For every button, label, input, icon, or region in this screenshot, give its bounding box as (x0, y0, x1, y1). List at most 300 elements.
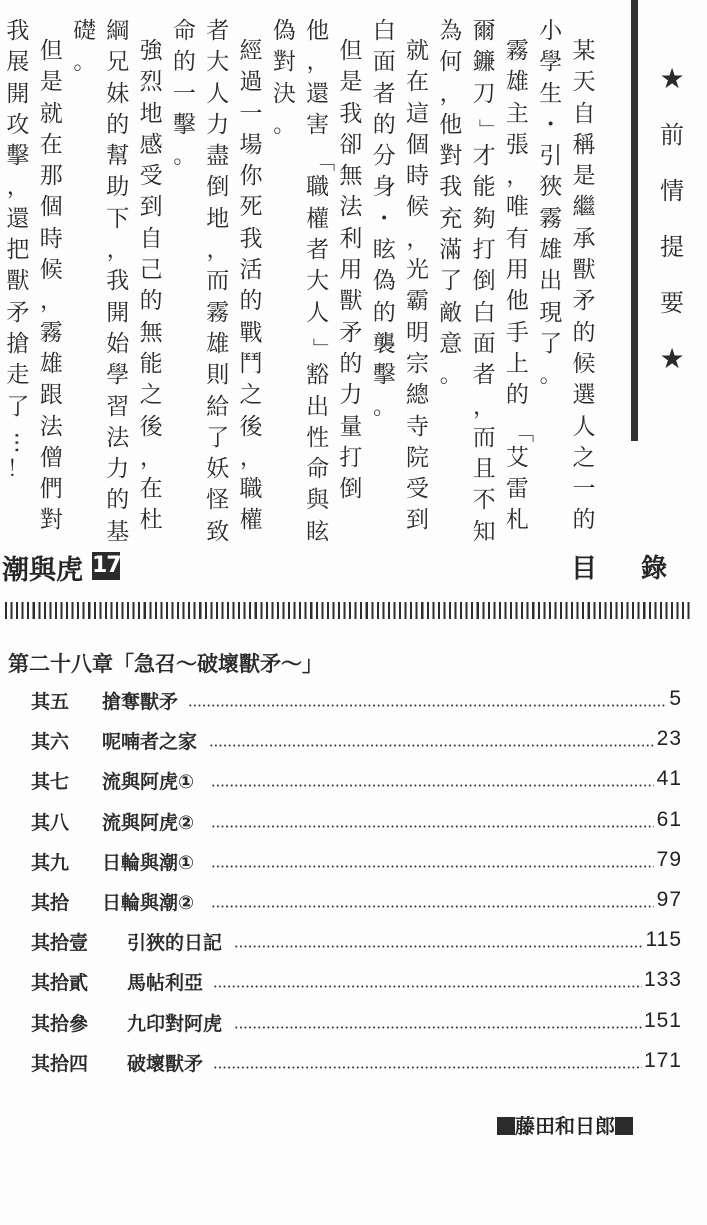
synopsis-char: 的 (139, 288, 163, 315)
synopsis-char: 走 (6, 362, 30, 389)
synopsis-char: 妹 (106, 80, 130, 107)
synopsis-char: 霧 (505, 38, 529, 64)
synopsis-column (104, 20, 132, 552)
synopsis-char: 襲 (372, 330, 396, 357)
leader-dots (213, 1066, 642, 1069)
synopsis-char: 夠 (472, 205, 496, 232)
synopsis-char: 出 (539, 268, 563, 295)
synopsis-char: ， (206, 238, 229, 264)
synopsis-char: ， (406, 226, 429, 252)
synopsis-char: 身 (372, 174, 396, 201)
synopsis-char: 強 (139, 38, 163, 64)
synopsis-char: 能 (139, 350, 163, 377)
synopsis-char: 用 (505, 257, 529, 284)
chapter-heading: 第二十八章「急召～破壞獸矛～」 (8, 652, 323, 676)
synopsis-char: ， (106, 238, 129, 264)
synopsis-char: 承 (572, 225, 596, 252)
synopsis-char: 活 (239, 257, 263, 284)
synopsis-char: 個 (39, 194, 63, 221)
toc-entry-page: 41 (656, 767, 682, 791)
synopsis-char: 。 (439, 363, 462, 389)
synopsis-char: 主 (505, 100, 529, 127)
synopsis-char: 力 (339, 382, 363, 409)
heading-divider-bar (631, 0, 638, 441)
synopsis-char: 現 (539, 299, 563, 326)
synopsis-char: 獸 (6, 268, 30, 295)
author-credit (497, 1110, 633, 1139)
synopsis-char: 到 (406, 507, 429, 534)
synopsis-char: 時 (39, 225, 63, 252)
synopsis-char: 刀 (472, 80, 496, 107)
toc-entry-title: 破壞獸矛 (127, 1052, 204, 1075)
synopsis-char: ， (40, 289, 63, 315)
synopsis-char: 杜 (139, 507, 163, 534)
synopsis-char: 候 (406, 194, 429, 221)
synopsis-char: 「 (509, 420, 535, 443)
synopsis-char: 候 (39, 257, 63, 284)
synopsis-char: 大 (206, 49, 230, 76)
synopsis-char: ， (439, 81, 462, 107)
synopsis-char: 量 (339, 413, 363, 440)
synopsis-char: 者 (206, 18, 230, 44)
synopsis-char: 引 (539, 143, 563, 170)
synopsis-char: 到 (139, 194, 163, 221)
synopsis-char: 了 (6, 393, 30, 420)
synopsis-char: 無 (339, 163, 363, 190)
synopsis-char: 力 (106, 456, 130, 483)
synopsis-char: 對 (439, 143, 463, 170)
synopsis-char: 基 (106, 518, 130, 545)
synopsis-char: ・ (539, 112, 562, 138)
toc-header (0, 548, 707, 588)
toc-entry-title: 日輪與潮① (102, 851, 195, 874)
synopsis-char: 之 (572, 444, 596, 471)
toc-entry-title: 馬帖利亞 (127, 972, 204, 995)
synopsis-char: 打 (339, 444, 363, 471)
synopsis-char: 場 (239, 131, 263, 158)
synopsis-char: ， (6, 175, 29, 201)
synopsis-column (237, 40, 265, 541)
synopsis-char: 礎 (73, 18, 96, 44)
toc-entry-title: 搶奪獸矛 (102, 691, 179, 713)
synopsis-char: 雄 (206, 330, 230, 357)
synopsis-char: 決 (272, 80, 296, 107)
synopsis-char: 跟 (39, 382, 63, 409)
synopsis-char: 是 (339, 69, 363, 96)
synopsis-column (270, 20, 298, 145)
synopsis-char: 手 (505, 319, 529, 346)
synopsis-char: 法 (339, 194, 363, 221)
synopsis-char: 對 (272, 49, 296, 76)
synopsis-char: 小 (539, 18, 563, 44)
synopsis-char: 命 (172, 18, 196, 44)
synopsis-char: 一 (572, 476, 596, 503)
toc-entry[interactable] (0, 764, 707, 804)
toc-entry-page: 23 (656, 727, 682, 751)
synopsis-char: 的 (572, 319, 596, 346)
toc-entry-title: 流與阿虎② (102, 811, 195, 834)
synopsis-char: 助 (106, 174, 130, 201)
synopsis-char: 且 (472, 456, 496, 483)
synopsis-char: 生 (539, 80, 563, 107)
synopsis-char: 意 (439, 330, 463, 357)
leader-dots (211, 825, 655, 828)
synopsis-char: 還 (6, 205, 30, 232)
synopsis-column (4, 18, 35, 489)
synopsis-char: 受 (406, 476, 429, 503)
synopsis-char: 己 (139, 257, 163, 284)
synopsis-char: 的 (106, 111, 130, 138)
synopsis-char: 權 (306, 205, 330, 232)
synopsis-char: 他 (505, 288, 529, 315)
synopsis-char: 職 (239, 476, 263, 503)
toc-entry[interactable] (0, 724, 707, 764)
synopsis-char: 擊 (172, 111, 196, 138)
synopsis-char: 權 (239, 507, 263, 534)
synopsis-char: ， (306, 50, 329, 76)
leader-dots (213, 985, 642, 988)
synopsis-char: 」 (475, 118, 501, 141)
synopsis-char: 地 (139, 100, 163, 127)
synopsis-char: ， (140, 445, 163, 471)
synopsis-char: 眩 (372, 237, 396, 264)
heading-char: 要 (660, 289, 684, 317)
synopsis-char: 矛 (339, 319, 363, 346)
synopsis-char: 擊 (372, 362, 396, 389)
synopsis-char: 害 (306, 111, 330, 138)
toc-entry-part: 其六 (31, 731, 70, 754)
synopsis-char: 大 (306, 268, 330, 295)
synopsis-char: 與 (306, 487, 330, 514)
synopsis-char: 院 (406, 444, 429, 471)
toc-entry-page: 5 (669, 687, 682, 710)
synopsis-char: 學 (106, 362, 130, 389)
synopsis-char: 」 (309, 337, 335, 360)
synopsis-char: 一 (172, 80, 196, 107)
synopsis-char: 開 (6, 80, 30, 107)
synopsis-char: 僧 (39, 444, 63, 471)
synopsis-column (204, 20, 232, 552)
toc-entry-part: 其拾壹 (31, 932, 89, 955)
star-icon: ★ (659, 62, 685, 95)
synopsis-char: 感 (139, 131, 163, 158)
book-title: 潮與虎 (2, 555, 83, 586)
synopsis-char: 致 (206, 518, 230, 545)
synopsis-char: 自 (572, 100, 596, 127)
author-name: 藤田和日郎 (515, 1114, 615, 1138)
synopsis-char: 。 (273, 112, 296, 138)
synopsis-char: 下 (106, 205, 130, 232)
synopsis-char: 倒 (339, 476, 363, 503)
synopsis-char: … (9, 431, 35, 454)
synopsis-char: 艾 (505, 444, 529, 471)
synopsis-char: 矛 (572, 288, 596, 315)
toc-entry-title: 日輪與潮② (102, 891, 195, 914)
heading-char: 前 (660, 121, 684, 149)
synopsis-char: 不 (472, 487, 496, 514)
toc-entry-title: 引狹的日記 (127, 932, 223, 955)
synopsis-char: 展 (6, 49, 30, 76)
synopsis-char: 一 (239, 100, 263, 127)
synopsis-char: 稱 (572, 131, 596, 158)
toc-entry-page: 61 (656, 807, 682, 831)
tick-divider (5, 602, 690, 619)
synopsis-char: 鐮 (472, 49, 496, 76)
synopsis-char: 。 (173, 144, 196, 170)
toc-entry-title: 流與阿虎① (102, 771, 195, 794)
leader-dots (211, 905, 655, 908)
synopsis-char: 死 (239, 194, 263, 221)
synopsis-char: 。 (539, 363, 562, 389)
synopsis-char: 學 (539, 49, 563, 76)
synopsis-char: 攻 (6, 111, 30, 138)
synopsis-char: 「 (309, 149, 335, 172)
toc-entry-page: 151 (643, 1008, 682, 1032)
synopsis-char: 候 (572, 350, 596, 377)
synopsis-char: 在 (139, 476, 163, 503)
synopsis-char: 後 (239, 413, 263, 440)
synopsis-char: 個 (406, 131, 429, 158)
synopsis-char: 矛 (6, 299, 30, 326)
toc-entry[interactable] (0, 965, 707, 1005)
synopsis-char: 。 (373, 394, 396, 420)
synopsis-char: 力 (206, 111, 230, 138)
synopsis-column (570, 40, 598, 541)
leader-dots (211, 784, 655, 787)
synopsis-char: 打 (472, 237, 496, 264)
leader-dots (234, 945, 642, 948)
synopsis-char: 鬥 (239, 350, 263, 377)
toc-title-char: 目 (571, 554, 598, 584)
synopsis-char: 我 (239, 225, 263, 252)
synopsis-char: 光 (406, 257, 429, 284)
synopsis-char: 在 (406, 69, 429, 96)
toc-entry-part: 其拾參 (31, 1012, 89, 1035)
synopsis-char: 而 (472, 424, 496, 451)
toc-title-char: 錄 (641, 554, 668, 584)
synopsis-char: 這 (406, 100, 429, 127)
toc-entry-page: 171 (643, 1048, 682, 1072)
synopsis-char: 霧 (539, 205, 563, 232)
synopsis-char: 總 (406, 382, 429, 409)
synopsis-char: 霸 (406, 288, 429, 315)
toc-entry-part: 其拾四 (31, 1052, 89, 1075)
toc-entry-page: 97 (656, 887, 682, 911)
toc-entry-title: 九印對阿虎 (127, 1012, 223, 1035)
synopsis-char: 在 (39, 131, 63, 158)
synopsis-char: 了 (439, 268, 463, 295)
toc-entry[interactable] (0, 845, 707, 885)
synopsis-char: 分 (372, 143, 396, 170)
synopsis-char: 繼 (572, 194, 596, 221)
synopsis-char: 兄 (106, 49, 130, 76)
synopsis-char: 習 (106, 393, 130, 420)
synopsis-char: 何 (439, 49, 463, 76)
synopsis-section (0, 0, 707, 545)
synopsis-column (71, 20, 99, 83)
synopsis-char: 無 (139, 319, 163, 346)
synopsis-char: 後 (139, 413, 163, 440)
synopsis-char: 選 (572, 382, 596, 409)
synopsis-char: 把 (6, 237, 30, 264)
synopsis-char: 為 (439, 18, 463, 44)
synopsis-char: 滿 (439, 237, 463, 264)
star-icon: ★ (659, 342, 685, 375)
synopsis-char: 者 (372, 80, 396, 107)
synopsis-char: 知 (472, 518, 496, 545)
toc-entry[interactable] (0, 1006, 707, 1046)
synopsis-char: 是 (39, 69, 63, 96)
synopsis-char: 才 (472, 143, 496, 170)
synopsis-char: 有 (505, 225, 529, 252)
synopsis-char: 他 (439, 111, 463, 138)
synopsis-char: 白 (372, 18, 396, 44)
synopsis-char: 能 (472, 174, 496, 201)
synopsis-column (337, 40, 365, 509)
synopsis-char: 偽 (272, 18, 296, 44)
synopsis-char: 盡 (206, 143, 230, 170)
synopsis-char: 搶 (6, 330, 30, 357)
synopsis-column (170, 20, 198, 176)
toc-entry-part: 其九 (31, 851, 70, 874)
synopsis-char: 他 (306, 18, 330, 44)
synopsis-char: 的 (372, 111, 396, 138)
synopsis-char: 面 (372, 49, 396, 76)
synopsis-char: 你 (239, 163, 263, 190)
synopsis-char: 綱 (106, 18, 130, 44)
synopsis-char: 開 (106, 299, 130, 326)
synopsis-char: 怪 (206, 487, 230, 514)
toc-entry[interactable] (0, 925, 707, 965)
synopsis-char: 法 (106, 424, 130, 451)
toc-entry-part: 其五 (31, 691, 70, 713)
synopsis-char: 豁 (306, 362, 330, 389)
synopsis-char: 爾 (472, 18, 496, 44)
synopsis-char: 還 (306, 80, 330, 107)
synopsis-char: 職 (306, 174, 330, 201)
synopsis-char: 倒 (472, 268, 496, 295)
synopsis-char: ， (506, 164, 529, 190)
toc-entry-part: 其拾 (31, 891, 70, 914)
synopsis-char: 命 (306, 456, 330, 483)
synopsis-char: 札 (505, 507, 529, 534)
leader-dots (188, 704, 667, 707)
synopsis-char: 地 (206, 205, 230, 232)
synopsis-char: 的 (505, 382, 529, 409)
synopsis-char: 獸 (339, 288, 363, 315)
synopsis-char: 戰 (239, 319, 263, 346)
leader-dots (209, 744, 655, 747)
synopsis-char: 寺 (406, 413, 429, 440)
toc-entry-part: 其七 (31, 771, 70, 794)
synopsis-char: 張 (505, 131, 529, 158)
toc-entry[interactable] (0, 1046, 707, 1086)
synopsis-char: 獸 (572, 257, 596, 284)
synopsis-column (537, 20, 565, 396)
synopsis-char: 則 (206, 362, 230, 389)
toc-list (0, 684, 707, 1086)
synopsis-char: 雷 (505, 476, 529, 503)
synopsis-char: 經 (239, 38, 263, 64)
synopsis-column (470, 18, 501, 552)
synopsis-char: 我 (339, 100, 363, 127)
synopsis-char: 唯 (505, 194, 529, 221)
synopsis-char: 人 (572, 413, 596, 440)
synopsis-char: 敵 (439, 299, 463, 326)
synopsis-char: 面 (472, 330, 496, 357)
synopsis-column (437, 20, 465, 396)
synopsis-char: 那 (39, 163, 63, 190)
leader-dots (234, 1026, 642, 1029)
synopsis-column (37, 40, 65, 541)
synopsis-char: 就 (39, 100, 63, 127)
toc-entry[interactable] (0, 885, 707, 925)
synopsis-char: 性 (306, 424, 330, 451)
toc-entry-page: 133 (643, 968, 682, 992)
square-bullet-icon (497, 1117, 515, 1135)
synopsis-column (404, 40, 432, 541)
synopsis-char: 烈 (139, 69, 163, 96)
synopsis-char: 充 (439, 205, 463, 232)
synopsis-char: 始 (106, 330, 130, 357)
synopsis-char: 狹 (539, 174, 563, 201)
synopsis-char: 之 (139, 382, 163, 409)
synopsis-char: 者 (306, 237, 330, 264)
toc-entry[interactable] (0, 805, 707, 845)
synopsis-char: 我 (106, 268, 130, 295)
synopsis-char: 天 (572, 69, 596, 96)
synopsis-char: 而 (206, 268, 230, 295)
synopsis-char: 上 (505, 350, 529, 377)
synopsis-char: 人 (206, 80, 230, 107)
synopsis-char: 。 (73, 50, 96, 76)
synopsis-char: 是 (572, 163, 596, 190)
synopsis-heading (655, 62, 689, 398)
synopsis-char: 就 (406, 38, 429, 64)
synopsis-char: 者 (472, 362, 496, 389)
synopsis-char: 擊 (6, 143, 30, 170)
synopsis-char: 宗 (406, 350, 429, 377)
synopsis-char: 受 (139, 163, 163, 190)
synopsis-char: 的 (106, 487, 130, 514)
synopsis-char: 對 (39, 507, 63, 534)
synopsis-char: 卻 (339, 131, 363, 158)
synopsis-char: 之 (239, 382, 263, 409)
toc-entry[interactable] (0, 684, 707, 724)
synopsis-char: 明 (406, 319, 429, 346)
synopsis-char: ・ (373, 206, 396, 232)
toc-entry-part: 其八 (31, 811, 70, 834)
synopsis-char: 的 (572, 507, 596, 534)
synopsis-char: 雄 (39, 350, 63, 377)
synopsis-char: 倒 (206, 174, 230, 201)
synopsis-char: 自 (139, 225, 163, 252)
synopsis-char: 的 (239, 288, 263, 315)
synopsis-char: 妖 (206, 456, 230, 483)
synopsis-char: 了 (539, 330, 563, 357)
synopsis-char: ， (473, 394, 496, 420)
synopsis-char: 過 (239, 69, 263, 96)
synopsis-char: 幫 (106, 143, 130, 170)
synopsis-char: 霧 (39, 319, 63, 346)
toc-entry-title: 呢喃者之家 (102, 731, 198, 754)
synopsis-char: 雄 (539, 237, 563, 264)
synopsis-char: ！ (6, 457, 29, 483)
synopsis-char: 雄 (505, 69, 529, 96)
synopsis-char: 了 (206, 424, 230, 451)
synopsis-char: 某 (572, 38, 596, 64)
synopsis-char: 用 (339, 257, 363, 284)
